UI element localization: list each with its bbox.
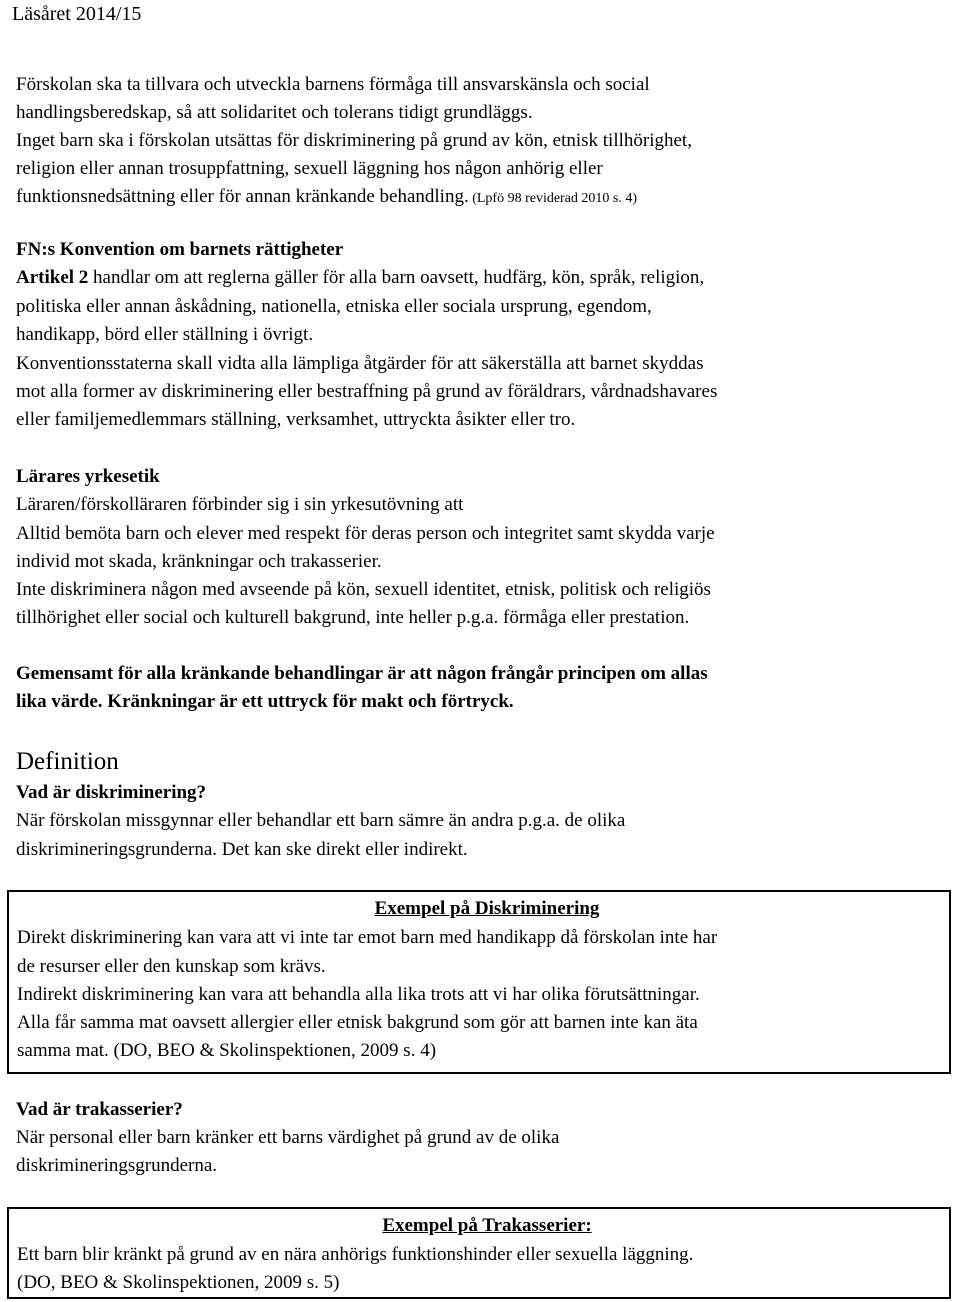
ethics-line: tillhörighet eller social och kulturell bakgrund, inte heller p.g.a. förmåga eller prestation. [16,607,690,628]
fn-heading: FN:s Konvention om barnets rättigheter [16,239,344,260]
fn-line: eller familjemedlemmars ställning, verksamhet, uttryckta åsikter eller tro. [16,409,576,430]
harassment-question: Vad är trakasserier? [16,1099,183,1120]
intro-line: religion eller annan trosuppfattning, sexuell läggning hos någon anhörig eller [16,158,603,179]
harassment-example-box [7,1207,951,1299]
page-header-title: Läsåret 2014/15 [12,3,142,25]
harassment-line: diskrimineringsgrunderna. [16,1155,218,1176]
fn-line: politiska eller annan åskådning, nationella, etniska eller sociala ursprung, egendom, [16,296,652,317]
definition-line: diskrimineringsgrunderna. Det kan ske direkt eller indirekt. [16,839,468,860]
fn-article-label: Artikel 2 [16,267,89,288]
harassment-box-title: Exempel på Trakasserier: [382,1215,592,1236]
ethics-heading: Lärares yrkesetik [16,466,160,487]
intro-line [16,183,637,213]
fn-line [16,264,704,292]
definition-line: När förskolan missgynnar eller behandlar ett barn sämre än andra p.g.a. de olika [16,810,626,831]
fn-line: mot alla former av diskriminering eller bestraffning på grund av föräldrars, vårdnadshavares [16,381,718,402]
discrimination-example-box [7,890,951,1074]
harassment-box-line: (DO, BEO & Skolinspektionen, 2009 s. 5) [17,1272,340,1293]
intro-line-text: funktionsnedsättning eller för annan kränkande behandling. [16,186,469,207]
ethics-line: individ mot skada, kränkningar och trakasserier. [16,551,382,572]
ethics-line: Läraren/förskolläraren förbinder sig i sin yrkesutövning att [16,494,464,515]
discrimination-box-line: de resurser eller den kunskap som krävs. [17,956,326,977]
intro-line: Förskolan ska ta tillvara och utveckla barnens förmåga till ansvarskänsla och social [16,74,650,95]
harassment-box-line: Ett barn blir kränkt på grund av en nära anhörigs funktionshinder eller sexuella läggning. [17,1244,694,1265]
fn-article-text: handlar om att reglerna gäller för alla barn oavsett, hudfärg, kön, språk, religion, [88,267,705,288]
common-line: lika värde. Kränkningar är ett uttryck för makt och förtryck. [16,691,514,712]
discrimination-box-line: Indirekt diskriminering kan vara att behandla alla lika trots att vi har olika förutsättningar. [17,984,700,1005]
definition-title: Definition [16,748,119,775]
intro-citation: (Lpfö 98 reviderad 2010 s. 4) [468,191,638,206]
ethics-line: Alltid bemöta barn och elever med respekt för deras person och integritet samt skydda varje [16,523,715,544]
discrimination-box-line: Direkt diskriminering kan vara att vi inte tar emot barn med handikapp då förskolan inte har [17,927,718,948]
discrimination-box-line: Alla får samma mat oavsett allergier eller etnisk bakgrund som gör att barnen inte kan äta [17,1012,698,1033]
definition-question: Vad är diskriminering? [16,782,207,803]
intro-line: Inget barn ska i förskolan utsättas för diskriminering på grund av kön, etnisk tillhörighet, [16,130,692,151]
intro-line: handlingsberedskap, så att solidaritet och tolerans tidigt grundläggs. [16,102,533,123]
discrimination-box-line: samma mat. (DO, BEO & Skolinspektionen, 2009 s. 4) [17,1040,437,1061]
fn-line: handikapp, börd eller ställning i övrigt. [16,324,314,345]
fn-line: Konventionsstaterna skall vidta alla lämpliga åtgärder för att säkerställa att barnet skyddas [16,353,704,374]
ethics-line: Inte diskriminera någon med avseende på kön, sexuell identitet, etnisk, politisk och religiös [16,579,711,600]
discrimination-box-title: Exempel på Diskriminering [374,898,600,919]
harassment-line: När personal eller barn kränker ett barns värdighet på grund av de olika [16,1127,560,1148]
common-line: Gemensamt för alla kränkande behandlingar är att någon frångår principen om allas [16,663,708,684]
